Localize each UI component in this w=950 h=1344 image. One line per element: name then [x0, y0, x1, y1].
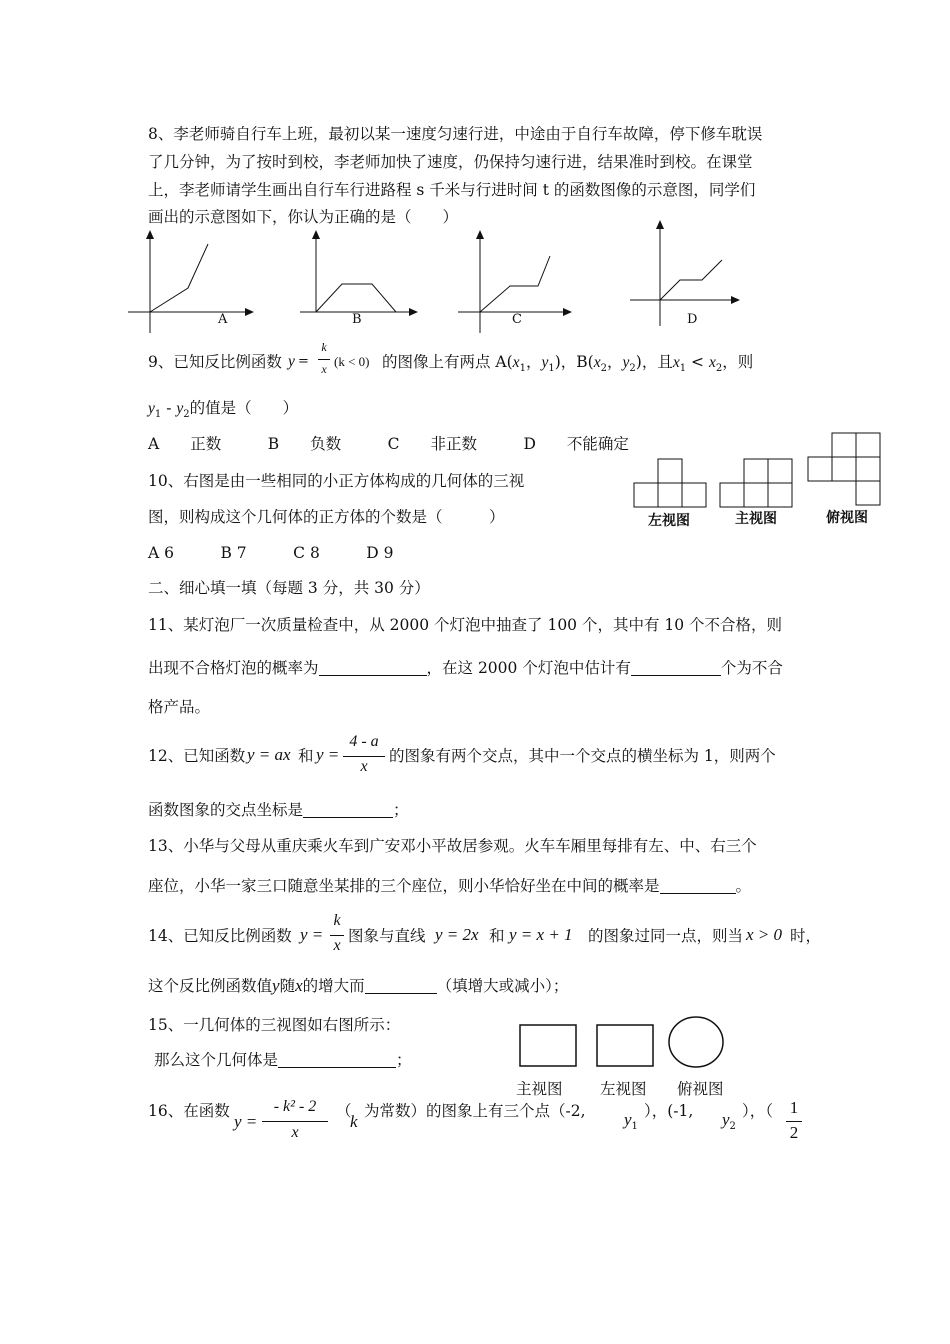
- q14-line2b: 随: [279, 977, 296, 995]
- q9-sub4: 2: [629, 363, 636, 374]
- q12-den: x: [360, 758, 368, 775]
- top-view-figure: [808, 432, 884, 508]
- q15-front-view-figure: [519, 1024, 579, 1068]
- q8-line1: 8、李老师骑自行车上班，最初以某一速度匀速行进，中途由于自行车故障，停下修车耽误: [148, 125, 763, 143]
- q9-y2: y: [622, 354, 630, 371]
- q9-lt: <: [686, 353, 709, 371]
- q9-line2-sub1: 1: [154, 409, 162, 420]
- q15-line2-end: ；: [396, 1051, 412, 1069]
- graph-a: [128, 228, 258, 338]
- q9-sub3: 2: [600, 363, 607, 374]
- graph-c-label: C: [512, 312, 522, 327]
- q16-half-den: 2: [789, 1123, 799, 1142]
- q16-k: k: [350, 1112, 358, 1131]
- q16-half-num: 1: [789, 1098, 799, 1117]
- q8-line3: 上，李老师请学生画出自行车行进路程 s 千米与行进时间 t 的函数图像的示意图，同学们: [148, 181, 756, 199]
- q11-line3: 格产品。: [148, 698, 211, 716]
- q16-half-line: [786, 1121, 802, 1122]
- q15-label-front: 主视图: [516, 1080, 563, 1098]
- q9-sub6: 2: [715, 363, 723, 374]
- graph-c: [458, 228, 588, 338]
- q9-x2: x: [593, 354, 601, 371]
- q14-prefix: 14、已知反比例函数: [148, 927, 292, 945]
- q9-sub5: 1: [679, 363, 687, 374]
- q16-p4: ），（: [742, 1102, 774, 1120]
- q14-cond: x > 0: [746, 925, 783, 944]
- front-view-figure: [720, 457, 796, 509]
- q9-minus: -: [161, 399, 177, 417]
- q16-prefix: 16、在函数: [148, 1102, 230, 1120]
- q16-num: - k² - 2: [273, 1098, 317, 1115]
- q15-top-view-figure: [667, 1016, 727, 1070]
- q10-line1: 10、右图是由一些相同的小正方体构成的几何体的三视: [148, 472, 525, 490]
- q12-frac-line: [343, 756, 385, 757]
- section2-title: 二、细心填一填（每题 3 分，共 30 分）: [148, 579, 430, 597]
- q14-f: y =: [300, 925, 324, 944]
- q14-line2-x: x: [295, 976, 303, 995]
- q9-mid3: )，且: [635, 353, 673, 371]
- q11-line2: [148, 658, 783, 678]
- q14-num: k: [333, 912, 341, 929]
- q15-label-left: 左视图: [600, 1080, 647, 1098]
- q14-mid2: 和: [489, 927, 505, 945]
- q16-y1: [624, 1110, 638, 1137]
- q12-line2-text: 函数图象的交点坐标是: [148, 801, 304, 819]
- q11-line1: 11、某灯泡厂一次质量检查中，从 2000 个灯泡中抽查了 100 个，其中有 10 个不合格，则: [148, 616, 783, 634]
- q14-line2a: 这个反比例函数值: [148, 977, 273, 995]
- q9-ineq-a: x: [672, 354, 680, 371]
- q13-line2-text: 座位，小华一家三口随意坐某排的三个座位，则小华恰好坐在中间的概率是: [148, 877, 660, 895]
- q14-l1: y = 2x: [435, 925, 479, 944]
- q11-line2c: 个为不合: [720, 659, 783, 677]
- q16-y2-sub: 2: [729, 1121, 736, 1132]
- q16-y2-var: y: [722, 1110, 730, 1129]
- q13-line2-end: 。: [735, 877, 752, 895]
- q11-blank1[interactable]: [319, 659, 427, 676]
- q9-comma1: ，: [525, 353, 542, 371]
- q9-mid2: )，B(: [554, 353, 594, 371]
- q14-line2d: （填增大或减小）；: [436, 977, 569, 995]
- q12-f2: y =: [316, 745, 340, 764]
- q12-prefix: 12、已知函数: [148, 747, 246, 765]
- q9-cond: (k < 0): [334, 354, 370, 369]
- q16-y1-var: y: [624, 1110, 632, 1129]
- q9-eq: =: [298, 354, 309, 369]
- q14-line2: [148, 976, 568, 996]
- q16-frac-line: [262, 1121, 328, 1122]
- q9-sub2: 1: [548, 363, 555, 374]
- q9-ineq-b: x: [708, 354, 716, 371]
- q9-options: A 正数 B 负数 C 非正数 D 不能确定: [148, 435, 629, 453]
- q9-k: k: [321, 340, 327, 354]
- q16-p2: 为常数）的图象上有三个点（-2,: [364, 1102, 586, 1120]
- q14-end: 时，: [790, 927, 822, 945]
- q9-line2-y2: y: [176, 400, 184, 417]
- q16-p1: （: [336, 1102, 352, 1120]
- q16-y2: [722, 1110, 736, 1137]
- graph-d-label: D: [687, 312, 698, 327]
- q16-p3: ），(-1,: [644, 1102, 694, 1120]
- q9-end: ，则: [722, 353, 754, 371]
- q9-line2-end: 的值是（ ）: [189, 399, 299, 417]
- q10-options: A 6 B 7 C 8 D 9: [148, 544, 394, 562]
- q9-comma2: ，: [606, 353, 623, 371]
- q9-x1: x: [512, 354, 520, 371]
- q9-line2-sub2: 2: [183, 409, 190, 420]
- q9-y1: y: [541, 354, 549, 371]
- q9-line2-y1: y: [148, 400, 155, 417]
- q12-blank[interactable]: [303, 801, 393, 818]
- top-view-label: 俯视图: [826, 510, 868, 526]
- left-view-label: 左视图: [648, 513, 690, 529]
- q14-blank[interactable]: [365, 977, 437, 994]
- front-view-label: 主视图: [735, 511, 777, 527]
- q13-blank[interactable]: [660, 877, 736, 894]
- q15-line2-text: 那么这个几何体是: [154, 1051, 279, 1069]
- q13-line2: [148, 876, 751, 896]
- q9-line2: [148, 398, 298, 425]
- q9-sub1: 1: [519, 363, 526, 374]
- q15-blank[interactable]: [278, 1051, 396, 1068]
- q11-line2b: ，在这 2000 个灯泡中估计有: [426, 659, 631, 677]
- q16-y1-sub: 1: [631, 1121, 638, 1132]
- q12-suffix: 的图象有两个交点，其中一个交点的横坐标为 1，则两个: [389, 747, 776, 765]
- graph-b-label: B: [352, 312, 362, 327]
- q14-mid3: 的图象过同一点，则当: [588, 927, 744, 945]
- q14-l2: y = x + 1: [509, 925, 573, 944]
- q10-line2: 图，则构成这个几何体的正方体的个数是（ ）: [148, 508, 505, 526]
- q8-line4: 画出的示意图如下，你认为正确的是（ ）: [148, 208, 459, 226]
- q9-prefix: 9、已知反比例函数: [148, 353, 282, 371]
- q11-line2a: 出现不合格灯泡的概率为: [148, 659, 319, 677]
- left-view-figure: [634, 457, 710, 509]
- q12-f1: y = ax: [247, 745, 291, 764]
- q16-f: y =: [234, 1112, 258, 1131]
- q15-label-top: 俯视图: [677, 1080, 724, 1098]
- q12-num: 4 - a: [349, 733, 379, 750]
- q14-line2-y: y: [272, 976, 280, 995]
- q9-mid: [382, 352, 753, 379]
- q12-line2-end: ；: [393, 801, 409, 819]
- q12-and: 和: [298, 747, 314, 765]
- q14-den: x: [333, 937, 341, 954]
- q16-den: x: [291, 1124, 299, 1141]
- q14-line2c: 的增大而: [302, 977, 365, 995]
- q9-y: y: [288, 353, 295, 370]
- q15-left-view-figure: [596, 1024, 656, 1068]
- q9-frac-line: [318, 359, 330, 360]
- q9-x: x: [321, 362, 327, 376]
- graph-b: [300, 228, 430, 338]
- q15-line2: [154, 1050, 412, 1070]
- q11-blank2[interactable]: [631, 659, 721, 676]
- q9-mid-text: 的图像上有两点 A(: [382, 353, 513, 371]
- q15-line1: 15、一几何体的三视图如右图所示：: [148, 1016, 401, 1034]
- q14-mid1: 图象与直线: [348, 927, 426, 945]
- q12-line2: [148, 800, 409, 820]
- graph-a-label: A: [218, 312, 228, 327]
- q14-frac-line: [330, 935, 344, 936]
- q13-line1: 13、小华与父母从重庆乘火车到广安邓小平故居参观。火车车厢里每排有左、中、右三个: [148, 837, 757, 855]
- q8-line2: 了几分钟，为了按时到校，李老师加快了速度，仍保持匀速行进，结果准时到校。在课堂: [148, 153, 753, 171]
